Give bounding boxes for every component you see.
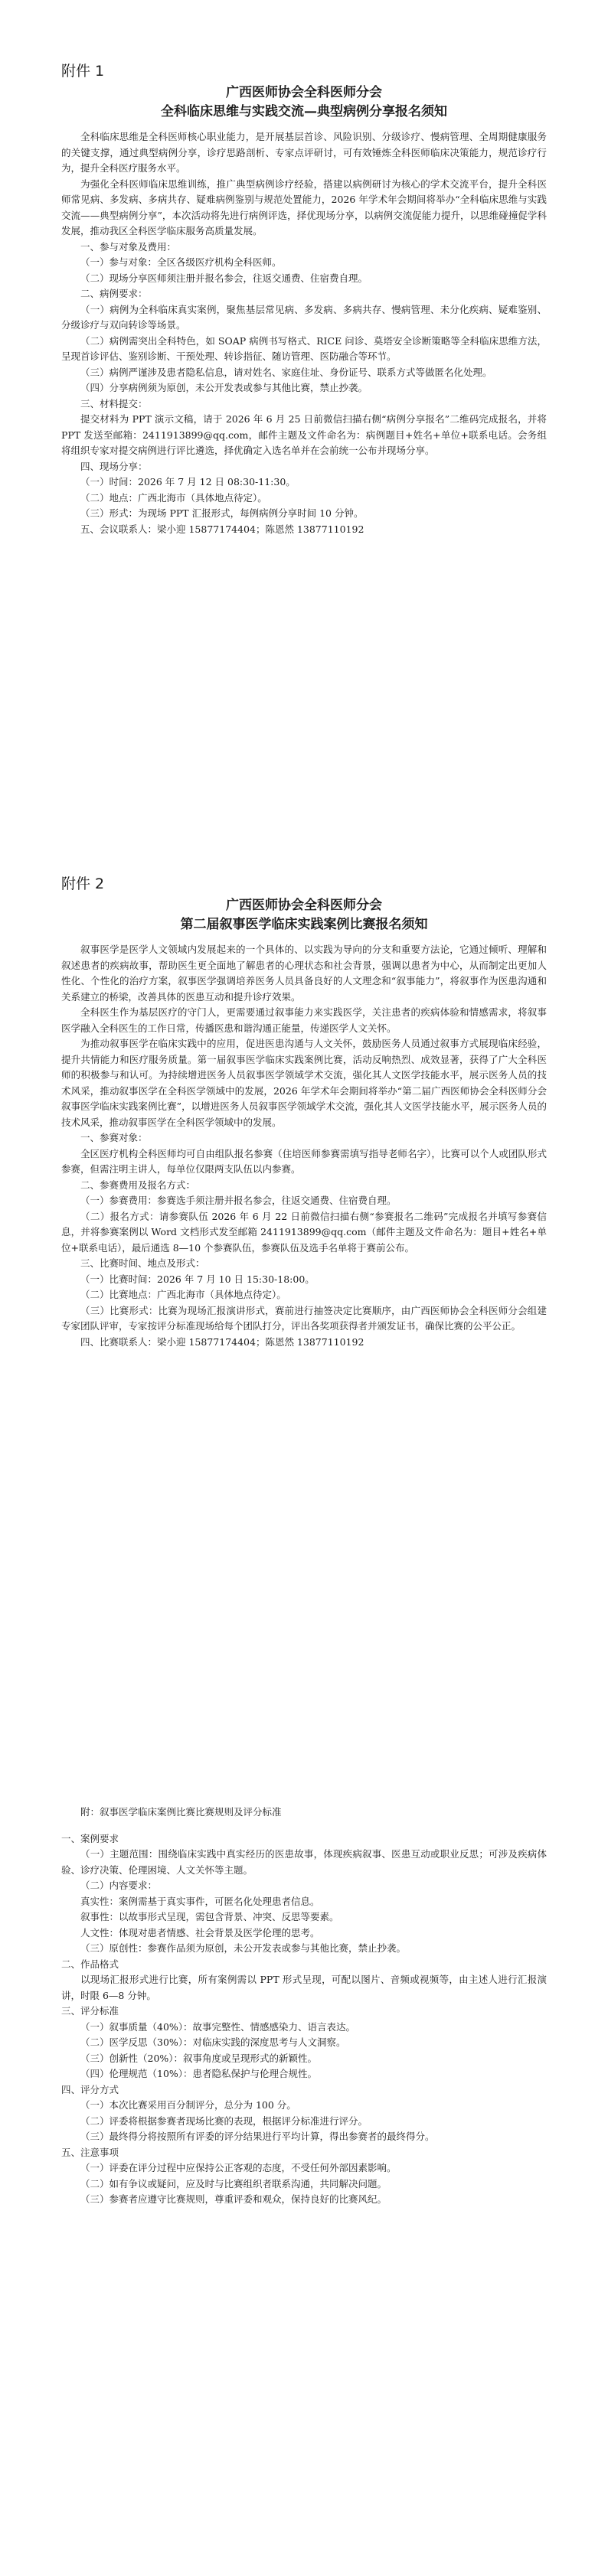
requirement-line: 人文性：体现对患者情感、社会背景及医学伦理的思考。 (80, 1926, 320, 1939)
section-item: （一）本次比赛采用百分制评分，总分为 100 分。 (80, 2099, 296, 2111)
section-item: （三）参赛者应遵守比赛规则，尊重评委和观众，保持良好的比赛风纪。 (80, 2193, 387, 2205)
section-heading: 四、评分方式 (61, 2083, 119, 2095)
intro-paragraph: 为强化全科医师临床思维训练，推广典型病例诊疗经验，搭建以病例研讨为核心的学术交流平台，提升全科医师常见病、多发病、多病共存、疑难病例鉴别与规范处置能力，2026 年学术年会期间将举办“全科临床思维与实践交流——典型病例分享”，本次活动将先进行病例评选，择优现场分享，以病例交流促能力提升，以思维碰撞促学科发展，推动我区全科医学临床服务高质量发展。 (61, 178, 547, 236)
section-item: （二）评委将根据参赛者现场比赛的表现，根据评分标准进行评分。 (80, 2115, 368, 2127)
section-item: （二）地点：广西北海市（具体地点待定）。 (80, 491, 267, 504)
section-item: （一）病例为全科临床真实案例，聚焦基层常见病、多发病、多病共存、慢病管理、未分化疾病、疑难鉴别、分级诊疗与双向转诊等场景。 (61, 303, 547, 331)
section-text: 全区医疗机构全科医师均可自由组队报名参赛（住培医师参赛需填写指导老师名字），比赛可以个人或团队形式参赛，但需注明主讲人，每单位仅限两支队伍以内参赛。 (61, 1147, 547, 1175)
score-criterion: （三）创新性（20%）：叙事角度或呈现形式的新颖性。 (80, 2052, 318, 2064)
attachment-label: 附件 1 (61, 63, 105, 80)
intro-paragraph: 全科医生作为基层医疗的守门人，更需要通过叙事能力来实践医学，关注患者的疾病体验和情感需求，将叙事医学融入全科医生的工作日常，传播医患和谐沟通正能量，传递医学人文关怀。 (61, 1006, 547, 1034)
section-item: （一）评委在评分过程中应保持公正客观的态度，不受任何外部因素影响。 (80, 2162, 397, 2173)
section-heading: 二、病例要求： (80, 288, 148, 299)
attachment-label: 附件 2 (61, 876, 105, 892)
section-item: （一）时间：2026 年 7 月 12 日 08:30-11:30。 (80, 476, 296, 487)
section-item: （一）参赛费用：参赛选手须注册并报名参会，往返交通费、住宿费自理。 (80, 1195, 397, 1206)
competition-rules (0, 1805, 608, 2208)
section-item: （一）主题范围：围绕临床实践中真实经历的医患故事，体现疾病叙事、医患互动或职业反思；可涉及疾病体验、诊疗决策、伦理困境、人文关怀等主题。 (61, 1848, 547, 1876)
requirement-line: 真实性：案例需基于真实事件，可匿名化处理患者信息。 (80, 1895, 320, 1907)
section-heading: 二、参赛费用及报名方式： (80, 1179, 196, 1191)
section-item: （二）内容要求： (80, 1880, 158, 1891)
section-item: （二）报名方式：请参赛队伍 2026 年 6 月 22 日前微信扫描右侧“参赛报名二维码”完成报名并填写参赛信息，并将参赛案例以 Word 文档形式发至邮箱 2411913899@qq.com（邮件主题及文件命名为：题目+姓名+单位+联系电话），最后通选 8—10 个参赛队伍，参赛队伍及选手名单将于赛前公布。 (61, 1210, 547, 1254)
section-heading: 五、注意事项 (61, 2146, 119, 2158)
intro-paragraph: 为推动叙事医学在临床实践中的应用，促进医患沟通与人文关怀，鼓励医务人员通过叙事方式展现临床经验，提升共情能力和医疗服务质量。第一届叙事医学临床实践案例比赛，活动反响热烈、成效显著，获得了广大全科医师的积极参与和认可。为持续增进医务人员叙事医学领域学术交流，强化其人文医学技能水平，展示医务人员的技术风采，推动叙事医学在全科医学领域中的发展，2026 年学术年会期间将举办“第二届广西医师协会全科医师分会叙事医学临床实践案例比赛”，以增进医务人员叙事医学领域学术交流，强化其人文医学技能水平，展示医务人员的技术风采，推动叙事医学在全科医学领域中的发展。 (61, 1038, 547, 1128)
section-heading: 一、案例要求 (61, 1832, 119, 1844)
section-item: （二）比赛地点：广西北海市（具体地点待定）。 (80, 1289, 286, 1300)
doc-title-line1: 广西医师协会全科医师分会 (226, 85, 382, 100)
section-heading: 二、作品格式 (61, 1958, 119, 1970)
attachment-1 (0, 60, 608, 537)
intro-paragraph: 全科临床思维是全科医师核心职业能力，是开展基层首诊、风险识别、分级诊疗、慢病管理、全周期健康服务的关键支撑，通过典型病例分享，诊疗思路剖析、专家点评研讨，可有效锤炼全科医师临床决策能力，规范诊疗行为，提升全科医疗服务水平。 (61, 131, 547, 174)
section-heading: 三、评分标准 (61, 2005, 119, 2017)
doc-title-line1: 广西医师协会全科医师分会 (226, 898, 382, 913)
section-item: （三）最终得分将按照所有评委的评分结果进行平均计算，得出参赛者的最终得分。 (80, 2131, 435, 2142)
section-item: （三）原创性：参赛作品须为原创，未公开发表或参与其他比赛，禁止抄袭。 (80, 1942, 407, 1954)
section-item: （一）参与对象：全区各级医疗机构全科医师。 (80, 256, 282, 268)
section-heading: 四、现场分享： (80, 460, 148, 472)
section-heading: 一、参赛对象： (80, 1132, 148, 1143)
section-item: （二）现场分享医师须注册并报名参会，往返交通费、住宿费自理。 (80, 272, 368, 284)
section-item: （二）如有争议或疑问，应及时与比赛组织者联系沟通，共同解决问题。 (80, 2177, 387, 2190)
score-criterion: （二）医学反思（30%）：对临床实践的深度思考与人文洞察。 (80, 2036, 346, 2048)
requirement-line: 叙事性：以故事形式呈现，需包含背景、冲突、反思等要素。 (80, 1911, 339, 1922)
contact-line: 四、比赛联系人：梁小迎 15877174404；陈恩然 13877110192 (80, 1335, 364, 1348)
score-criterion: （一）叙事质量（40%）：故事完整性、情感感染力、语言表达。 (80, 2020, 356, 2033)
section-text: 以现场汇报形式进行比赛，所有案例需以 PPT 形式呈现，可配以图片、音频或视频等，由主述人进行汇报演讲，时限 6—8 分钟。 (61, 1974, 547, 2001)
section-item: （三）比赛形式：比赛为现场汇报演讲形式，赛前进行抽签决定比赛顺序，由广西医师协会全科医师分会组建专家团队评审，专家按评分标准现场给每个团队打分，评出各奖项获得者并颁发证书，确保比赛的公平公正。 (61, 1304, 547, 1332)
section-heading: 一、参与对象及费用： (80, 240, 177, 253)
rules-heading: 附：叙事医学临床案例比赛比赛规则及评分标准 (80, 1806, 282, 1818)
intro-paragraph: 叙事医学是医学人文领域内发展起来的一个具体的、以实践为导向的分支和重要方法论，它通过倾听、理解和叙述患者的疾病故事，帮助医生更全面地了解患者的心理状态和社会背景，强调以患者为中心，从而制定出更加人性化、个性化的治疗方案，叙事医学强调培养医务人员具备良好的人文理念和“叙事能力”，将叙事作为医患沟通和关系建立的桥梁，改善具体的医患互动和提升诊疗效果。 (61, 944, 547, 1003)
doc-title-line2: 第二届叙事医学临床实践案例比赛报名须知 (180, 917, 428, 932)
section-item: （二）病例需突出全科特色，如 SOAP 病例书写格式、RICE 问诊、莫塔安全诊断策略等全科临床思维方法，呈现首诊评估、鉴别诊断、干预处理、转诊指征、随访管理、医防融合等环节。 (61, 334, 547, 362)
section-text: 提交材料为 PPT 演示文稿，请于 2026 年 6 月 25 日前微信扫描右侧“病例分享报名”二维码完成报名，并将 PPT 发送至邮箱：2411913899@qq.com，邮件主题及文件命名为：病例题目+姓名+单位+联系电话。会务组将组织专家对提交病例进行评比遴选，择优确定入选名单并在会前统一公布并现场分享。 (61, 413, 547, 456)
section-item: （四）分享病例须为原创，未公开发表或参与其他比赛，禁止抄袭。 (80, 382, 368, 393)
contact-line: 五、会议联系人：梁小迎 15877174404；陈恩然 13877110192 (80, 523, 364, 535)
section-item: （三）病例严谨涉及患者隐私信息，请对姓名、家庭住址、身份证号、联系方式等做匿名化处理。 (80, 366, 492, 378)
section-heading: 三、材料提交： (80, 397, 148, 409)
section-item: （三）形式：为现场 PPT 汇报形式，每例病例分享时间 10 分钟。 (80, 507, 364, 519)
doc-title-line2: 全科临床思维与实践交流—典型病例分享报名须知 (161, 104, 447, 119)
section-heading: 三、比赛时间、地点及形式： (80, 1257, 205, 1269)
attachment-2 (0, 872, 608, 1350)
score-criterion: （四）伦理规范（10%）：患者隐私保护与伦理合规性。 (80, 2068, 318, 2079)
section-item: （一）比赛时间：2026 年 7 月 10 日 15:30-18:00。 (80, 1273, 315, 1285)
